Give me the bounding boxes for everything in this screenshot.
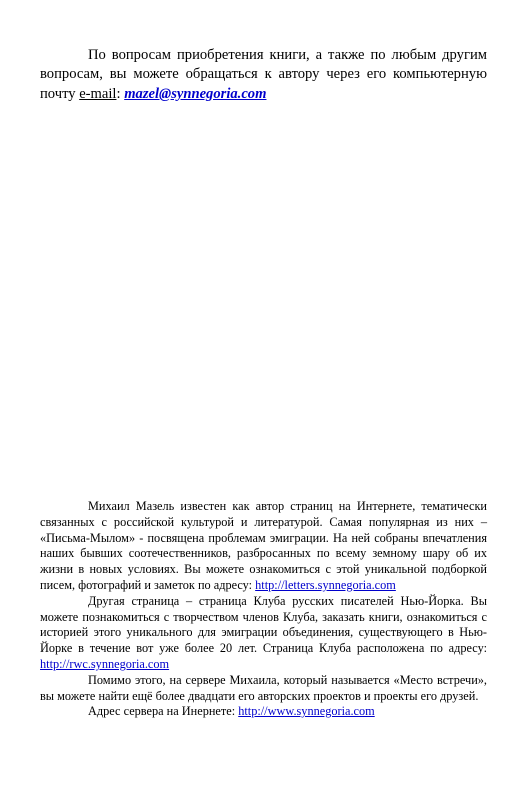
contact-text: По вопросам приобретения книги, а также по любым другим вопросам, вы можете обращаться к автору через его компьютерную почту	[40, 47, 487, 102]
club-link[interactable]: http://rwc.synnegoria.com	[40, 656, 170, 671]
server-link[interactable]: http://www.synnegoria.com	[238, 704, 375, 719]
about-paragraph-letters	[40, 499, 487, 594]
about-paragraph-club	[40, 594, 487, 673]
email-link[interactable]: mazel@synnegoria.com	[124, 85, 267, 102]
contact-paragraph	[40, 46, 487, 104]
about-author-section	[40, 499, 487, 720]
email-separator: :	[116, 85, 125, 102]
letters-link[interactable]: http://letters.synnegoria.com	[255, 577, 396, 592]
server-description: Помимо этого, на сервере Михаила, который называется «Место встречи», вы можете найти ещё более двадцати его авторских проектов и проекты его друзей.	[40, 672, 487, 703]
club-description: Другая страница – страница Клуба русских писателей Нью-Йорка. Вы можете познакомиться с творчеством членов Клуба, заказать книги, ознакомиться с историей этого уникального для эмиграции объединения, существующего в Нью-Йорке в течение вот уже более 20 лет. Страница Клуба расположена по адресу:	[40, 593, 487, 656]
about-paragraph-server	[40, 673, 487, 705]
letters-description: Михаил Мазель известен как автор страниц на Интернете, тематически связанных с российской культурой и литературой. Самая популярная из них – «Письма-Мылом» - посвящена проблемам эмиграции. На ней собраны впечатления наших бывших соотечественников, разбросанных по всему земному шару об их жизни в новых условиях. Вы можете ознакомиться с этой уникальной подборкой писем, фотографий и заметок по адресу:	[40, 499, 487, 592]
about-paragraph-address	[40, 704, 487, 720]
email-label: e-mail	[79, 85, 117, 102]
server-address-label: Адрес сервера на Инернете:	[88, 704, 239, 719]
